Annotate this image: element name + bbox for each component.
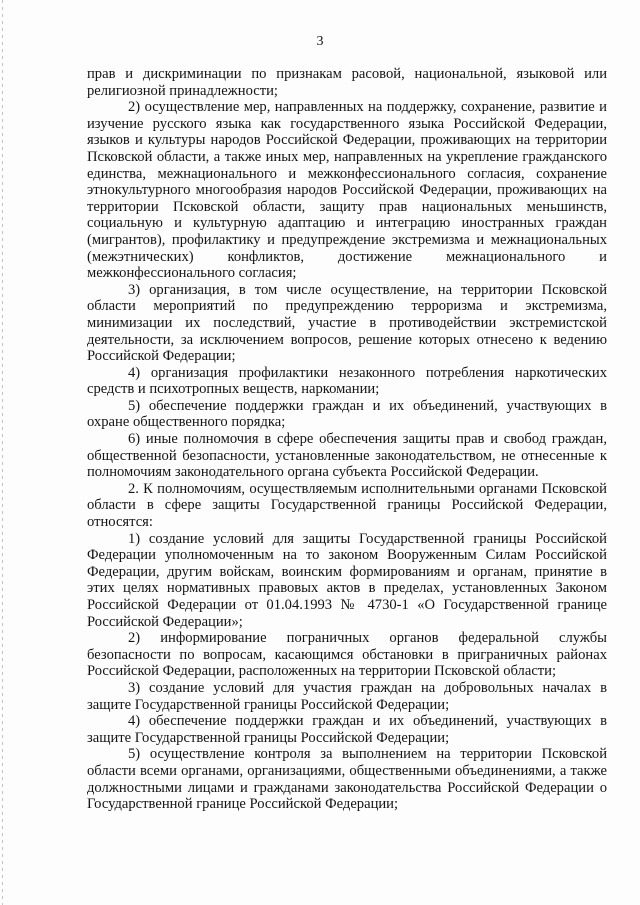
paragraph-section-2-item-4: 4) обеспечение поддержки граждан и их объединений, участвующих в защите Государственной границы Российской Федерации; (87, 713, 607, 746)
paragraph-continuation: прав и дискриминации по признакам расовой, национальной, языковой или религиозной принадлежности; (87, 66, 607, 99)
paragraph-item-5: 5) обеспечение поддержки граждан и их объединений, участвующих в охране общественного порядка; (87, 397, 607, 431)
scan-edge-mark (2, 0, 3, 905)
paragraph-item-4: 4) организация профилактики незаконного потребления наркотических средств и психотропных веществ, наркомании; (87, 364, 607, 398)
document-body (87, 66, 607, 813)
paragraph-section-2-item-1: 1) создание условий для защиты Государственной границы Российской Федерации уполномоченным на то законом Вооруженным Силам Российской Федерации, другим войскам, воинским формированиям и органам, принятие в этих целях нормативных правовых актов в пределах, установленных Законом Российской Федерации от 01.04.1993 № 4730-1 «О Государственной границе Российской Федерации»; (87, 530, 607, 630)
paragraph-section-2-item-5: 5) осуществление контроля за выполнением на территории Псковской области всеми органами, организациями, общественными объединениями, а также должностными лицами и гражданами законодательства Российской Федерации о Государственной границе Российской Федерации; (87, 746, 607, 813)
paragraph-section-2-item-2: 2) информирование пограничных органов федеральной службы безопасности по вопросам, касающимся обстановки в приграничных районах Российской Федерации, расположенных на территории Псковской области; (87, 630, 607, 680)
paragraph-section-2: 2. К полномочиям, осуществляемым исполнительными органами Псковской области в сфере защиты Государственной границы Российской Федерации, относятся: (87, 480, 607, 531)
paragraph-item-3: 3) организация, в том числе осуществление, на территории Псковской области мероприятий по предупреждению терроризма и экстремизма, минимизации их последствий, участие в противодействии экстремистской деятельности, за исключением вопросов, решение которых отнесено к ведению Российской Федерации; (87, 281, 607, 365)
paragraph-item-6: 6) иные полномочия в сфере обеспечения защиты прав и свобод граждан, общественной безопасности, установленные законодательством, не отнесенные к полномочиям законодательного органа субъекта Российской Федерации. (87, 431, 607, 481)
paragraph-section-2-item-3: 3) создание условий для участия граждан на добровольных началах в защите Государственной границы Российской Федерации; (87, 679, 607, 713)
page-number: 3 (316, 34, 324, 49)
paragraph-item-2: 2) осуществление мер, направленных на поддержку, сохранение, развитие и изучение русского языка как государственного языка Российской Федерации, языков и культуры народов Российской Федерации, проживающих на территории Псковской области, а также иных мер, направленных на укрепление гражданского единства, межнационального и межконфессионального согласия, сохранение этнокультурного многообразия народов Российской Федерации, проживающих на территории Псковской области, защиту прав национальных меньшинств, социальную и культурную адаптацию и интеграцию иностранных граждан (мигрантов), профилактику и предупреждение экстремизма и межнациональных (межэтнических) конфликтов, достижение межнационального и межконфессионального согласия; (87, 99, 607, 282)
